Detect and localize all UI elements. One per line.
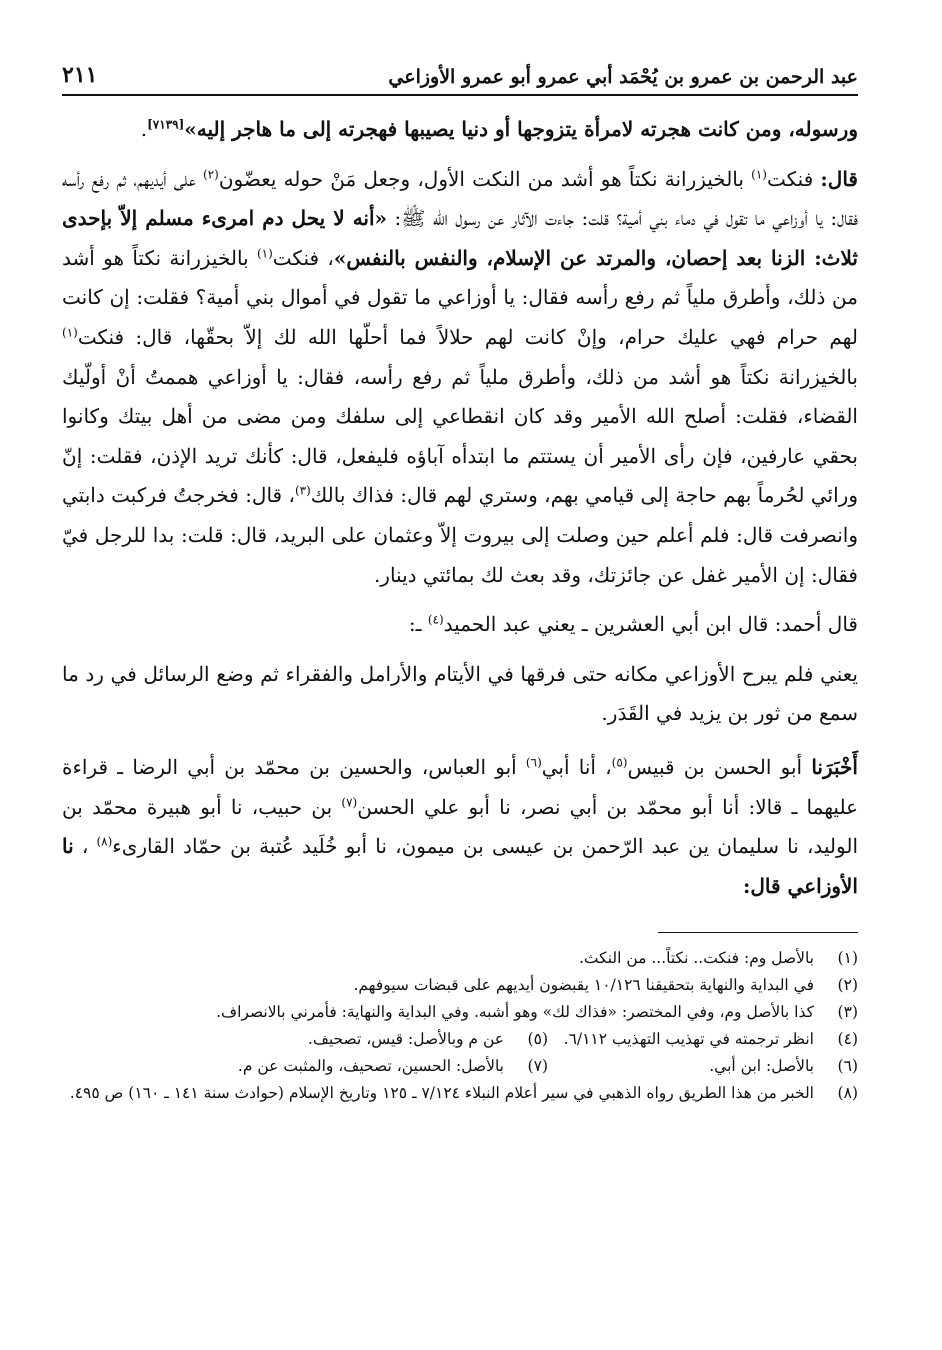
running-title: عبد الرحمن بن عمرو بن يُحْمَد أبي عمرو أبو عمرو الأوزاعي	[388, 66, 858, 88]
footnote-row	[62, 1053, 858, 1080]
footnote-ref-3: (٣)	[294, 483, 311, 498]
footnote-ref-1: (١)	[751, 166, 767, 181]
paragraph-ahmad: قال أحمد: قال ابن أبي العشرين ـ يعني عبد الحميد$^{(٤)}$ ـ:	[408, 612, 858, 637]
footnote-ref-4: (٤)	[427, 612, 444, 627]
footnote-item: (٧) بالأصل: الحسين، تصحيف، والمثبت عن م.	[237, 1057, 548, 1076]
page	[62, 48, 858, 1107]
footnote-item: (١) بالأصل وم: فنكت.. نكتاً... من النكث.	[578, 949, 858, 968]
footnote-item: (٤) انظر ترجمته في تهذيب التهذيب ٦/١١٢.	[563, 1030, 858, 1049]
footnote-item: (٣) كذا بالأصل وم، وفي المختصر: «فذاك لك» وهو أشبه. وفي البداية والنهاية: فأمرني بالانصراف.	[216, 1003, 858, 1022]
reference-number: [٧١٣٩]	[147, 117, 185, 132]
footnote-ref-5: (٥)	[611, 755, 628, 770]
footnotes	[62, 945, 858, 1107]
footnote-ref-2: (٢)	[203, 166, 219, 181]
footnote-ref-1b: (١)	[256, 246, 273, 261]
footnote-item: (٦) بالأصل: ابن أبي.	[709, 1057, 858, 1076]
qala-label: قال:	[820, 166, 858, 191]
footnote-ref-1c: (١)	[62, 325, 78, 340]
paragraph-distribution: يعني فلم يبرح الأوزاعي مكانه حتى فرقها في الأيتام والأرامل والفقراء ثم وضع الرسائل في رد ما سمع من ثور بن يزيد في القَدَر.	[62, 661, 858, 726]
footnote-ref-6: (٦)	[525, 755, 542, 770]
footnote-item: (٥) عن م وبالأصل: قيس، تصحيف.	[307, 1030, 548, 1049]
page-number: ٢١١	[62, 62, 98, 88]
hadith-quote: «أنه لا يحل دم امرىء مسلم إلاّ بإحدى ثلاث: الزنا بعد إحصان، والمرتد عن الإسلام، والنفس بالنفس»	[62, 206, 858, 270]
footnote-ref-8: (٨)	[96, 834, 113, 849]
footnote-ref-7: (٧)	[341, 794, 358, 809]
paragraph-narration: قال: فنكت$^{(١)}$ بالخيزرانة نكتاً هو أشد من النكت الأول، وجعل مَنْ حوله يعضّون$^{(٢)}$ على أيديهم، ثم رفع رأسه فقال: يا أوزاعي ما تقول في دماء بني أمية؟ قلت: جاءت الآثار عن رسول الله ﷺ: «أنه لا يحل دم امرىء مسلم إلاّ بإحدى ثلاث: الزنا بعد إحصان، والمرتد عن الإسلام، والنفس بالنفس»، فنكت$^{(١)}$ بالخيزرانة نكتاً هو أشد من ذلك، وأطرق ملياً ثم رفع رأسه فقال: يا أوزاعي ما تقول في أموال بني أمية؟ فقلت: إن كانت لهم حرام فهي عليك حرام، وإنْ كانت لهم حلالاً فما أحلّها الله لك إلاّ بحقّها، قال: فنكت$^{(١)}$ بالخيزرانة نكتاً هو أشد من ذلك، وأطرق ملياً ثم رفع رأسه، فقال: يا أوزاعي هممتُ أنْ أولّيك القضاء، فقلت: أصلح الله الأمير وقد كان انقطاعي إلى سلفك ومن مضى من أهل بيتك وكانوا بحقي عارفين، فإن رأى الأمير أن يستتم ما ابتدأه آباؤه فليفعل، قال: كأنك تريد الإذن، فقلت: إنّ ورائي لحُرماً بهم حاجة إلى قيامي بهم، وستري لهم قال: فذاك بالك$^{(٣)}$، قال: فخرجتُ فركبت دابتي وانصرفت قال: فلم أعلم حين وصلت إلى بيروت إلاّ وعثمان على البريد، قال: قلت: بدا للرجل فيّ فقال: إن الأمير غفل عن جائزتك، وقد بعث لك بمائتي دينار.	[62, 166, 858, 587]
paragraph-hadith-end: ورسوله، ومن كانت هجرته لامرأة يتزوجها أو دنيا يصيبها فهجرته إلى ما هاجر إليه»[٧١٣٩].	[140, 117, 858, 141]
paragraph-isnad: أَخْبَرَنا أبو الحسن بن قبيس$^{(٥)}$، أنا أبي$^{(٦)}$ أبو العباس، والحسين بن محمّد بن أبي الرضا ـ قراءة عليهما ـ قالا: أنا أبو محمّد بن أبي نصر، نا أبو علي الحسن$^{(٧)}$ بن حبيب، نا أبو هبيرة محمّد بن الوليد، نا سليمان ين عبد الرّحمن بن عيسى بن ميمون، نا أبو خُلَيد عُتبة بن حمّاد القارىء$^{(٨)}$ ، نا الأوزاعي قال:	[62, 754, 859, 898]
footnote-separator	[658, 932, 858, 933]
akhbarana-label: أَخْبَرَنا	[811, 754, 858, 779]
footnote-row	[62, 1026, 858, 1053]
footnote-item: (٨) الخبر من هذا الطريق رواه الذهبي في سير أعلام النبلاء ٧/١٢٤ ـ ١٢٥ وتاريخ الإسلام (حوادث سنة ١٤١ ـ ١٦٠) ص ٤٩٥.	[69, 1084, 858, 1103]
main-text	[62, 110, 858, 906]
footnote-item: (٢) في البداية والنهاية بتحقيقنا ١٠/١٢٦ يقبضون أيديهم على قبضات سيوفهم.	[353, 976, 858, 995]
page-header	[62, 48, 858, 96]
